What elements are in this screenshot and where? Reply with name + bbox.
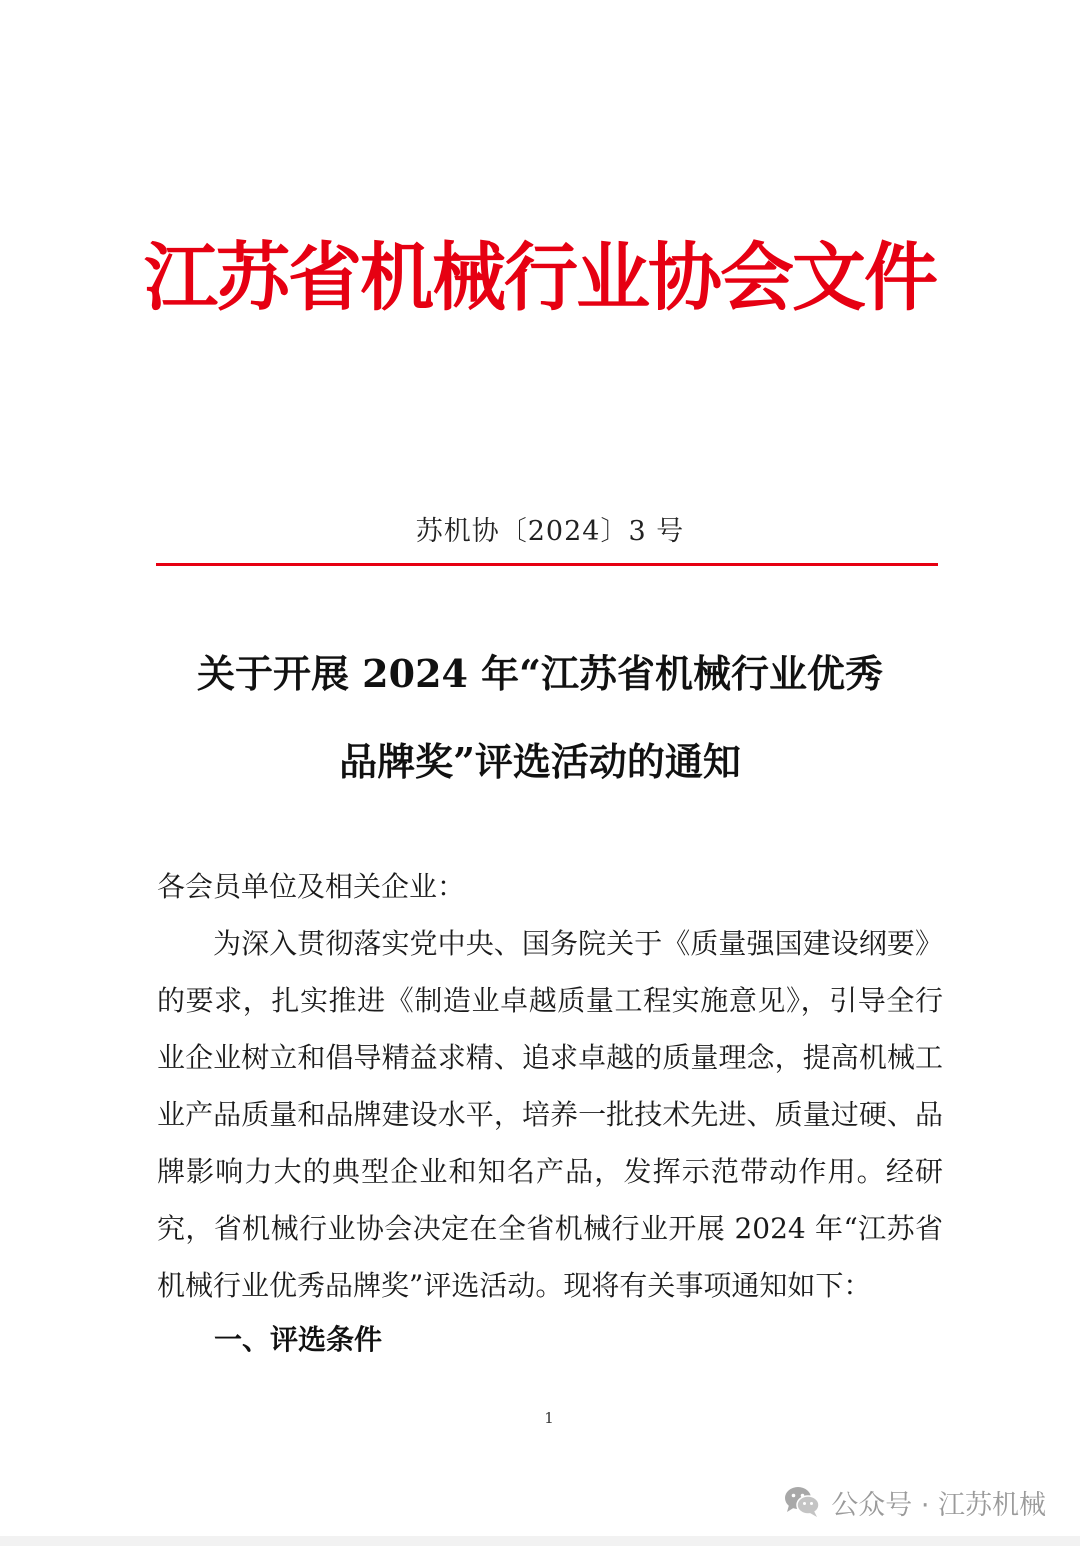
notice-title-line-1: 关于开展 2024 年“江苏省机械行业优秀 — [196, 651, 884, 696]
section-heading: 一、评选条件 — [214, 1323, 383, 1356]
watermark-text: 公众号 · 江苏机械 — [831, 1489, 1046, 1521]
wechat-icon — [783, 1485, 821, 1519]
notice-title-line-2: 品牌奖”评选活动的通知 — [339, 739, 741, 784]
salutation: 各会员单位及相关企业： — [157, 870, 466, 903]
page-number: 1 — [544, 1409, 554, 1427]
wechat-watermark — [783, 1482, 1046, 1522]
document-header-title: 江苏省机械行业协会文件 — [144, 235, 936, 321]
body-paragraph: 为深入贯彻落实党中央、国务院关于《质量强国建设纲要》的要求，扎实推进《制造业卓越质量工程实施意见》，引导全行业企业树立和倡导精益求精、追求卓越的质量理念，提高机械工业产品质量和品牌建设水平，培养一批技术先进、质量过硬、品牌影响力大的典型企业和知名产品，发挥示范带动作用。经研究，省机械行业协会决定在全省机械行业开展 2024 年“江苏省机械行业优秀品牌奖”评选活动。现将有关事项通知如下： — [157, 927, 943, 1302]
red-divider-line — [156, 563, 938, 566]
document-number: 苏机协〔2024〕3 号 — [415, 516, 685, 547]
notice-title — [0, 630, 1080, 806]
notice-body — [157, 858, 943, 1314]
bottom-edge — [0, 1536, 1080, 1546]
